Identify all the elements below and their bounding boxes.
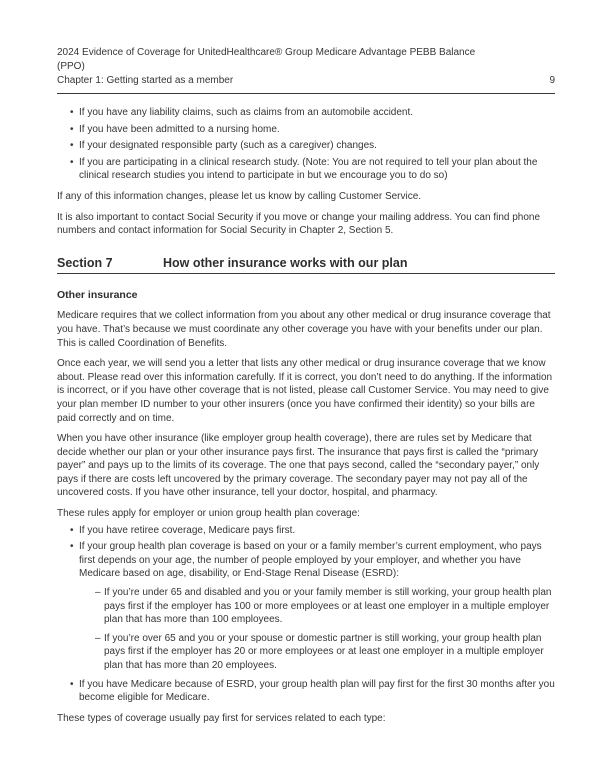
paragraph-coverage-types: These types of coverage usually pay first for services related to each type: xyxy=(57,712,386,724)
paragraph-once-each-year: Once each year, we will send you a letter that lists any other medical or drug insurance coverage that we know about. Please read over this information carefully. If it is correct, you don’t need to do anything. If the information is incorrect, or if you have other coverage that is not listed, please call Customer Service. You may need to give your plan member ID number to your other insurers (once you have confirmed their identity) so your bills are paid correctly and on time. xyxy=(57,358,553,424)
list-item-text: If your group health plan coverage is based on your or a family member’s current employment, who pays first depends on your age, the number of people employed by your employer, and whether you have Medicare based on age, disability, or End-Stage Renal Disease (ESRD): xyxy=(79,541,542,580)
section-title: How other insurance works with our plan xyxy=(163,255,408,270)
list-item: • If your designated responsible party (such as a caregiver) changes. xyxy=(70,139,555,153)
coverage-rules-bullet-list xyxy=(57,524,555,705)
list-item: • If you have been admitted to a nursing home. xyxy=(70,123,555,137)
page-number: 9 xyxy=(549,75,555,86)
paragraph-social-security: It is also important to contact Social Security if you move or change your mailing address. You can find phone numbers and contact information for Social Security in Chapter 2, Section 5. xyxy=(57,211,541,237)
paragraph-when-you-have: When you have other insurance (like employer group health coverage), there are rules set by Medicare that decide whether our plan or your other insurance pays first. The insurance that pays first is called the “primary payer” and pays up to the limits of its coverage. The one that pays second, called the “secondary payer,” only pays if there are costs left uncovered by the primary coverage. The secondary payer may not pay all of the uncovered costs. If you have other insurance, tell your doctor, hospital, and pharmacy. xyxy=(57,433,540,499)
sub-list-item: – If you’re under 65 and disabled and you or your family member is still working, your group health plan pays first if the employer has 100 or more employees or at least one employer in a multiple employer plan that has more than 100 employees. xyxy=(95,586,555,627)
list-item: • If you are participating in a clinical research study. (Note: You are not required to tell your plan about the clinical research studies you intend to participate in but we encourage you to do so) xyxy=(70,156,555,183)
list-item: • If you have Medicare because of ESRD, your group health plan will pay first for the first 30 months after you become eligible for Medicare. xyxy=(70,678,555,705)
page-header xyxy=(57,46,555,94)
list-item: • If you have any liability claims, such as claims from an automobile accident. xyxy=(70,106,555,120)
paragraph-info-changes: If any of this information changes, please let us know by calling Customer Service. xyxy=(57,190,422,202)
paragraph-rules-apply: These rules apply for employer or union group health plan coverage: xyxy=(57,508,360,520)
header-chapter: Chapter 1: Getting started as a member xyxy=(57,75,234,86)
paragraph-medicare-requires: Medicare requires that we collect information from you about any other medical or drug insurance coverage that you have. That’s because we must coordinate any other coverage you have with your benefits under our plan. This is called Coordination of Benefits. xyxy=(57,310,551,349)
list-item xyxy=(70,540,555,672)
notification-bullet-list xyxy=(57,106,555,183)
header-title-line1: 2024 Evidence of Coverage for UnitedHealthcare® Group Medicare Advantage PEBB Balance xyxy=(57,47,476,58)
section-7-heading xyxy=(57,255,555,274)
header-divider xyxy=(57,93,555,94)
header-title-line2: (PPO) xyxy=(57,61,85,72)
section-number: Section 7 xyxy=(57,255,113,270)
sub-list-item: – If you’re over 65 and you or your spouse or domestic partner is still working, your group health plan pays first if the employer has 20 or more employees or at least one employer in a multiple employer plan that has more than 20 employees. xyxy=(95,632,555,673)
section-divider xyxy=(57,273,555,274)
list-item: • If you have retiree coverage, Medicare pays first. xyxy=(70,524,555,538)
subheading-other-insurance: Other insurance xyxy=(57,288,138,301)
